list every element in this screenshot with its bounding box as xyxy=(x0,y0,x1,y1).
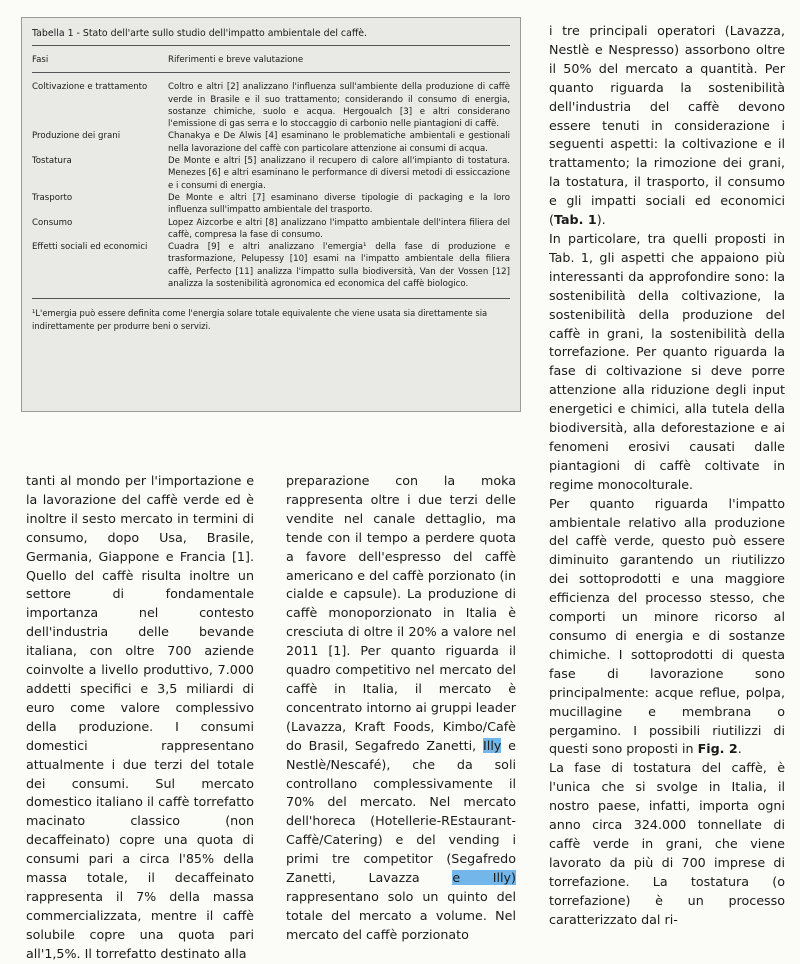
row-phase: Tostatura xyxy=(32,156,72,167)
highlight-illy-2[interactable]: e Illy) xyxy=(452,870,517,886)
row-text: De Monte e altri [7] esaminano diverse tipologie di packaging e la loro influenza sull'impatto ambientale del trasporto. xyxy=(168,192,510,216)
column-middle xyxy=(286,472,516,945)
paragraph xyxy=(549,22,785,230)
paragraph: tanti al mondo per l'importazione e la lavorazione del caffè verde ed è inoltre il sesto mercato in termini di consumo, dopo Usa, Brasile, Germania, Giappone e Francia [1]. Quello del caffè risulta inoltre un settore di fondamentale importanza nel contesto dell'industria delle bevande italiana, con oltre 700 aziende coinvolte a livello produttivo, 7.000 addetti specifici e 3,5 miliardi di euro come valore complessivo della produzione. I consumi domestici rappresentano attualmente i due terzi del totale dei consumi. Sul mercato domestico italiano il caffè torrefatto macinato classico (non decaffeinato) copre una quota di consumi pari a circa l'85% della massa totale, il decaffeinato rappresenta il 7% della massa commercializzata, mentre il caffè solubile copre una quota pari all'1,5%. Il torrefatto destinato alla xyxy=(26,473,254,961)
text-run: preparazione con la moka rappresenta oltre i due terzi delle vendite nel canale dettaglio, ma tende con il tempo a perdere quota a favore dell'espresso del caffè americano e del caffè porzionato (in cialde e capsule). La produzione di caffè monoporzionato in Italia è cresciuta di oltre il 20% a valore nel 2011 [1]. Per quanto riguarda il quadro competitivo nel mercato del caffè in Italia, il mercato è concentrato intorno ai gruppi leader (Lavazza, Kraft Foods, Kimbo/Cafè do Brasil, Segafredo Zanetti, xyxy=(286,473,516,753)
paragraph: La fase di tostatura del caffè, è l'unica che si svolge in Italia, il nostro paese, infatti, importa ogni anno circa 324.000 tonnellate di caffè verde in grani, che viene lavorato da più di 700 imprese di torrefazione. La tostatura (o torrefazione) è un processo caratterizzato dal ri- xyxy=(549,760,785,927)
text-run: Per quanto riguarda l'impatto ambientale relativo alla produzione del caffè verde, questo può essere diminuito garantendo un riutilizzo dei sottoprodotti e una maggiore efficienza del processo stesso, che comporti un minore ricorso al consumo di energia e di sostanze chimiche. I sottoprodotti di questa fase di lavorazione sono principalmente: acque reflue, polpa, mucillagine e membrana o pergamino. I possibili riutilizzi di questi sono proposti in xyxy=(549,495,785,757)
text-run: i tre principali operatori (Lavazza, Nestlè e Nespresso) assorbono oltre il 50% del mercato a quantità. Per quanto riguarda la sostenibilità dell'industria del caffè devono essere tenuti in considerazione i seguenti aspetti: la coltivazione e il trattamento; la rimozione dei grani, la tostatura, il trasporto, il consumo e gli impatti sociali ed economici ( xyxy=(549,23,785,228)
table-row xyxy=(32,130,510,155)
table-row xyxy=(32,192,510,217)
table-row xyxy=(32,217,510,242)
row-text: Lopez Aizcorbe e altri [8] analizzano l'impatto ambientale dell'intera filiera del caffè, compresa la fase di consumo. xyxy=(168,217,510,240)
table-row xyxy=(32,81,510,130)
paragraph xyxy=(286,472,516,945)
text-run: e Nestlè/Nescafé), che da soli controllano complessivamente il 70% del mercato. Nel mercato dell'horeca (Hotellerie-REstaurant-Caffè/Catering) e del vending i primi tre competitor (Segafredo Zanetti, Lavazza xyxy=(286,737,516,886)
table-footnote: ¹L'emergia può essere definita come l'energia solare totale equivalente che viene usata sia direttamente sia indirettamente per produrre beni o servizi. xyxy=(32,308,488,331)
table-caption: Tabella 1 - Stato dell'arte sullo studio dell'impatto ambientale del caffè. xyxy=(32,28,368,39)
row-text: De Monte e altri [5] analizzano il recupero di calore all'impianto di tostatura. Menezes [6] e altri esaminano le performance di diversi metodi di essiccazione e i consumi di energia. xyxy=(168,156,510,191)
table-1 xyxy=(21,17,521,412)
table-header xyxy=(32,46,510,72)
row-text: Chanakya e De Alwis [4] esaminano le problematiche ambientali e gestionali nella lavorazione del caffè con particolare attenzione ai consumi di acqua. xyxy=(168,131,510,154)
paragraph xyxy=(549,495,785,760)
row-text: Cuadra [9] e altri analizzano l'emergia¹ della fase di produzione e trasformazione, Pelupessy [10] esami na l'impatto ambientale della filiera caffè, Perfecto [11] analizza l'impatto sulla biodiversità, Van der Vossen [12] analizza la sostenibilità agronomica ed economica del caffè biologico. xyxy=(168,242,510,290)
highlight-illy[interactable]: Illy xyxy=(483,737,502,753)
row-phase: Coltivazione e trattamento xyxy=(32,82,148,93)
column-right xyxy=(549,22,785,930)
row-phase: Trasporto xyxy=(32,192,73,203)
row-phase: Effetti sociali ed economici xyxy=(32,242,148,253)
row-phase: Produzione dei grani xyxy=(32,131,121,142)
table-row xyxy=(32,241,510,298)
table-body xyxy=(32,73,510,298)
text-run: . xyxy=(737,741,742,757)
table-reference[interactable]: Tab. 1 xyxy=(553,212,597,228)
column-left xyxy=(26,472,254,964)
text-run: rappresentano solo un quinto del totale del mercato a volume. Nel mercato del caffè porzionato xyxy=(286,888,516,942)
row-phase: Consumo xyxy=(32,217,73,228)
header-fasi: Fasi xyxy=(32,55,49,65)
text-run: ). xyxy=(596,212,606,228)
header-riferimenti: Riferimenti e breve valutazione xyxy=(168,55,304,65)
figure-reference[interactable]: Fig. 2 xyxy=(697,741,738,757)
row-text: Coltro e altri [2] analizzano l'influenza sull'ambiente della produzione di caffè verde in Brasile e il suo trattamento; considerando il consumo di energia, sostanze chimiche, suolo e acqua. Hergoualch [3] e altri considerano l'emissione di gas serra e lo stoccaggio di carbonio nelle piantagioni di caffè. xyxy=(168,82,510,130)
table-row xyxy=(32,155,510,192)
paragraph: In particolare, tra quelli proposti in Tab. 1, gli aspetti che appaiono più interessanti da approfondire sono: la sostenibilità della coltivazione, la sostenibilità della produzione del caffè in grani, la sostenibilità della torrefazione. Per quanto riguarda la fase di coltivazione si deve porre attenzione alla riduzione degli input energetici e chimici, alla tutela della biodiversità, alla deforestazione e ai fenomeni erosivi causati dalle piantagioni di caffè coltivate in regime monocolturale. xyxy=(549,230,785,492)
